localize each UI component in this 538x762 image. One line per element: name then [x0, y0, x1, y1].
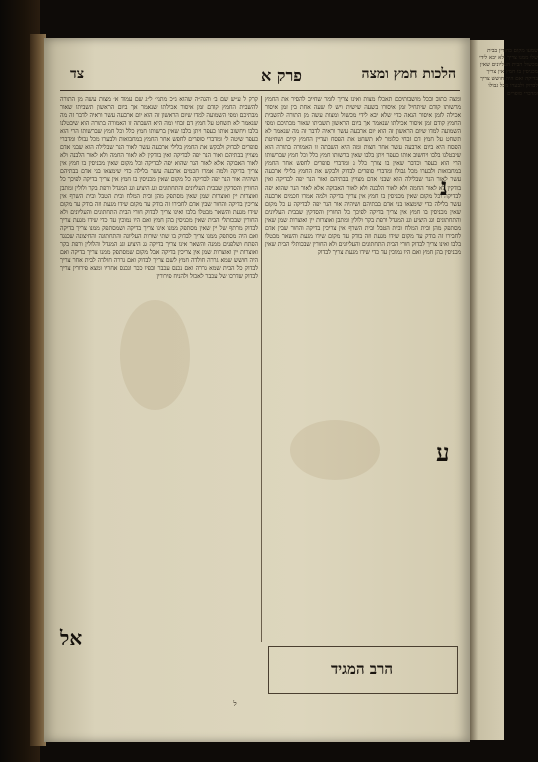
facing-page-edge — [470, 40, 538, 740]
running-head-title: הלכות חמץ ומצה — [361, 66, 456, 82]
commentary-column: קרק ל ע״ש שם ב׳ והגה״ה שהוא ג״כ מתני׳ ל״ג שם עמוד א׳ מצות עשה מן התורה להשבית החמץ קודם זמן איסור אכילתו שנאמר אך ביום הראשון תשביתו שאור מבתיכם ומפי השמועה למדו שיום הראשון זה הוא יום ארבעה עשר וראיה לדבר זה מה שנאמר לא תשחט על חמץ דם זבחי ומה היא השבתה זו האמורה בתורה הוא שיבטלנו בלבו ויחשוב אותו כעפר ויתן בלבו שאין ברשותו חמץ כלל וכל חמץ שברשותו הרי הוא כעפר שיטה ל׳ ומדברי סופרים לחפש אחר החמץ במחבואות ולבערו מכל גבולו ומדברי סופרים לבדוק ולבקש את החמץ בלילי ארבעה עשר לאור הנר שבלילה הוא שבני אדם מצויין בבתיהם ואור הנר יפה לבדיקה ואין בודקין לא לאור החמה ולא לאור הלבנה ולא לאור האבוקה אלא לאור הנר שהוא יפה לבדיקה וכל מקום שאין מכניסין בו חמץ אין צריך בדיקה ולמה אמרו חכמים ארבעה עשר בלילה כדי שימצאו בני אדם בבתיהם ושיהיה אור הנר יפה לבדיקה כל מקום שאין מכניסין בו חמץ אין צריך בדיקה לפיכך כל החורין והסדקין שבבית העליונים והתחתונים וגג היציע וגג המגדל ורפת בקר ולולין ומתבן ואוצרות יין ואוצרות שמן שאין מסתפק מהן ובית המלח ובית הטבל ובית השרף אין צריכין בדיקה והחור שבין אדם לחבירו זה בודק עד מקום שידו מגעת וזה בודק עד מקום שידו מגעת והשאר מבטלו בלבו ואינו צריך לבדוק חורי הבית התחתונים והעליונים ולא החורין שבכותלי הבית שאין מכניסין בהן חמץ ואם היו נמוכין עד כדי שידו מגעת צריך לבדוק מרתף של יין שאין מסתפק ממנו אינו צריך בדיקה ושמסתפק ממנו צריך בדיקה ואם היה מסתפק ממנו צריך לבדוק בו שתי שורות העליונה והתחתונה והחיצונה שכנגד הפתח ושלפנים ממנה והשאר אינו צריך בדיקה גג היציע וגג המגדל והלולין ורפת בקר ואוצרות יין ואוצרות שמן אין צריכין בדיקה אבל מקום שמסתפק ממנו צריך בדיקה ואם היה חושש שמא גררה חולדה חמץ לשם צריך לבדוק ואם גררה חולדה לבית אחר צריך לבדוק כל הבית שמא גררה ואם נכנס עכבר ובפיו ככר ונכנס אחריו ומצא פירורין צריך לבדוק שדרכו של עכבר לאכול ולהניח פירורין — [60, 96, 258, 281]
running-head — [58, 64, 462, 88]
header-rule — [60, 90, 460, 91]
main-text-column: ומצה כתוב ובכל מושבותיכם תאכלו מצות ואינו צריך לומר שחייב להסיר את החמץ מרשותו קודם שיתחיל זמן איסורו בשעה שישית ויש לו שעה אחת בין זמן איסור אכילה לזמן איסור הנאה כדי שלא יבא לידי מכשול ומצות עשה מן התורה להשבית החמץ קודם זמן איסור אכילתו שנאמר אך ביום הראשון תשביתו שאור מבתיכם ומפי השמועה למדו שיום הראשון זה הוא יום ארבעה עשר וראיה לדבר זה מה שנאמר לא תשחט על חמץ דם זבחי כלומר לא תשחט את הפסח ועדיין החמץ קיים ושחיטת הפסח היא ביום ארבעה עשר אחר חצות ומה היא השבתה זו האמורה בתורה הוא שיבטלנו בלבו ויחשוב אותו כעפר ויתן בלבו שאין ברשותו חמץ כלל וכל חמץ שברשותו הרי הוא כעפר וכדבר שאין בו צורך כלל נ ומדברי סופרים לחפש אחר החמץ במחבואות ולבערו מכל גבולו ומדברי סופרים לבדוק ולבקש את החמץ בלילי ארבעה עשר לאור הנר שבלילה הוא שבני אדם מצויין בבתיהם ואור הנר יפה לבדיקה ואין בודקין לא לאור החמה ולא לאור הלבנה ולא לאור האבוקה אלא לאור הנר שהוא יפה לבדיקה וכל מקום שאין מכניסין בו חמץ אין צריך בדיקה ולמה אמרו חכמים ארבעה עשר בלילה כדי שימצאו בני אדם בבתיהם ושיהיה אור הנר יפה לבדיקה ע כל מקום שאין מכניסין בו חמץ אין צריך בדיקה לפיכך כל החורין והסדקין שבבית העליונים והתחתונים וגג היציע וגג המגדל ורפת בקר ולולין ומתבן ואוצרות יין ואוצרות שמן שאין מסתפק מהן ובית המלח ובית הטבל ובית השרף אין צריכין בדיקה והחור שבין אדם לחבירו זה בודק עד מקום שידו מגעת וזה בודק עד מקום שידו מגעת והשאר מבטלו בלבו ואינו צריך לבדוק חורי הבית התחתונים והעליונים ולא החורין שבכותלי הבית שאין מכניסין בהן חמץ ואם היו נמוכין עד כדי שידו מגעת צריך לבדוק — [264, 96, 461, 256]
section-letter-aleph: אל — [60, 626, 83, 650]
running-head-folio: צד — [70, 66, 85, 82]
running-head-chapter: פרק א — [261, 66, 302, 85]
facing-page-text: שמעו מקום בחורין בבית שלו ממנו צריך ולא יבא לידי מכשול הבית העליונים שאין מכניסין בו חמץ אין צריך בדיקה ואם היה חושש צריך לבדוק ולבערו מכל גבולו ומדברי סופרים — [479, 48, 538, 97]
commentary-title: הרב המגיד — [330, 660, 394, 678]
page-signature: ל — [233, 700, 237, 708]
section-letter-nun: נ — [440, 172, 448, 201]
section-letter-ayin: ע — [436, 438, 450, 467]
column-divider — [261, 96, 262, 642]
